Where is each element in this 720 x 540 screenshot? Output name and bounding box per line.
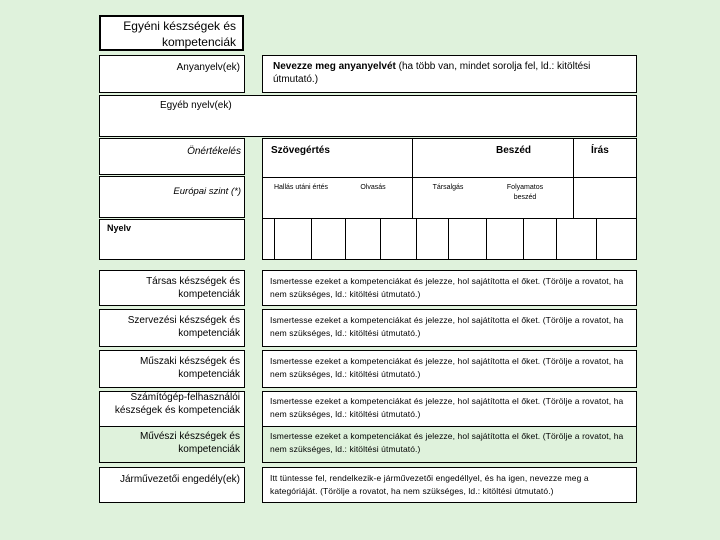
language-label-box bbox=[99, 219, 245, 260]
self-assessment-label-box bbox=[99, 138, 245, 175]
skill-text-artistic: Ismertesse ezeket a kompetenciákat és jelezze, hol sajátította el őket. (Törölje a rovatot, ha nem szükséges, ld.: kitöltési útmutató.) bbox=[270, 431, 624, 454]
skill-text-organisational: Ismertesse ezeket a kompetenciákat és jelezze, hol sajátította el őket. (Törölje a rovatot, ha nem szükséges, ld.: kitöltési útmutató.) bbox=[270, 315, 624, 338]
skill-label-box-social bbox=[99, 270, 245, 306]
skill-label-technical: Műszaki készségek és kompetenciák bbox=[139, 356, 240, 380]
skill-text-box-driving[interactable] bbox=[262, 467, 637, 503]
other-languages-label: Egyéb nyelv(ek) bbox=[160, 100, 232, 111]
self-assessment-label: Önértékelés bbox=[187, 146, 241, 157]
european-level-label: Európai szint (*) bbox=[173, 186, 241, 197]
section-title: Egyéni készségek és kompetenciák bbox=[123, 19, 236, 49]
subheader-production: Folyamatos beszéd bbox=[506, 184, 544, 201]
skill-label-organisational: Szervezési készségek és kompetenciák bbox=[127, 315, 240, 339]
skill-text-social: Ismertesse ezeket a kompetenciákat és jelezze, hol sajátította el őket. (Törölje a rovatot, ha nem szükséges, ld.: kitöltési útmutató.) bbox=[270, 276, 624, 299]
skill-text-box-artistic[interactable] bbox=[262, 427, 637, 463]
subheader-interaction: Társalgás bbox=[432, 184, 464, 191]
assessment-grid bbox=[262, 138, 637, 260]
skill-text-box-computer[interactable] bbox=[262, 391, 637, 427]
skill-text-box-social[interactable] bbox=[262, 270, 637, 306]
skill-label-box-driving bbox=[99, 467, 245, 503]
skill-label-driving: Járművezetői engedély(ek) bbox=[119, 474, 240, 485]
skill-text-computer: Ismertesse ezeket a kompetenciákat és jelezze, hol sajátította el őket. (Törölje a rovatot, ha nem szükséges, ld.: kitöltési útmutató.) bbox=[270, 396, 624, 419]
other-languages-row bbox=[99, 95, 637, 137]
skill-label-computer: Számítógép-felhasználói készségek és kompetenciák bbox=[114, 392, 240, 416]
skill-label-box-computer bbox=[99, 391, 245, 427]
language-label: Nyelv bbox=[107, 223, 132, 233]
skill-text-driving: Itt tüntesse fel, rendelkezik-e járművezetői engedéllyel, és ha igen, nevezze meg a kategóriáját. (Törölje a rovatot, ha nem szükséges, ld.: kitöltési útmutató.) bbox=[270, 473, 589, 496]
skill-text-box-technical[interactable] bbox=[262, 350, 637, 388]
mother-tongue-label-box bbox=[99, 55, 245, 93]
mother-tongue-value-box[interactable] bbox=[262, 55, 637, 93]
european-level-label-box bbox=[99, 176, 245, 218]
skill-text-technical: Ismertesse ezeket a kompetenciákat és jelezze, hol sajátította el őket. (Törölje a rovatot, ha nem szükséges, ld.: kitöltési útmutató.) bbox=[270, 356, 624, 379]
mother-tongue-label: Anyanyelv(ek) bbox=[176, 62, 240, 73]
header-writing: Írás bbox=[591, 145, 609, 156]
mother-tongue-value-rest: (ha több van, mindet sorolja fel, ld.: kitöltési útmutató.) bbox=[273, 61, 591, 85]
subheader-listening: Hallás utáni értés bbox=[273, 184, 329, 191]
skill-label-social: Társas készségek és kompetenciák bbox=[146, 276, 240, 300]
section-header bbox=[99, 15, 244, 51]
skill-label-artistic: Művészi készségek és kompetenciák bbox=[139, 431, 240, 455]
header-speaking: Beszéd bbox=[496, 145, 532, 156]
mother-tongue-value-bold: Nevezze meg anyanyelvét bbox=[273, 61, 396, 72]
skill-label-box-technical bbox=[99, 350, 245, 388]
skill-label-box-organisational bbox=[99, 309, 245, 347]
skill-label-box-artistic bbox=[99, 427, 245, 463]
skill-text-box-organisational[interactable] bbox=[262, 309, 637, 347]
subheader-reading: Olvasás bbox=[360, 184, 386, 191]
mother-tongue-value bbox=[273, 60, 633, 86]
header-listening-reading: Szövegértés bbox=[271, 145, 330, 156]
